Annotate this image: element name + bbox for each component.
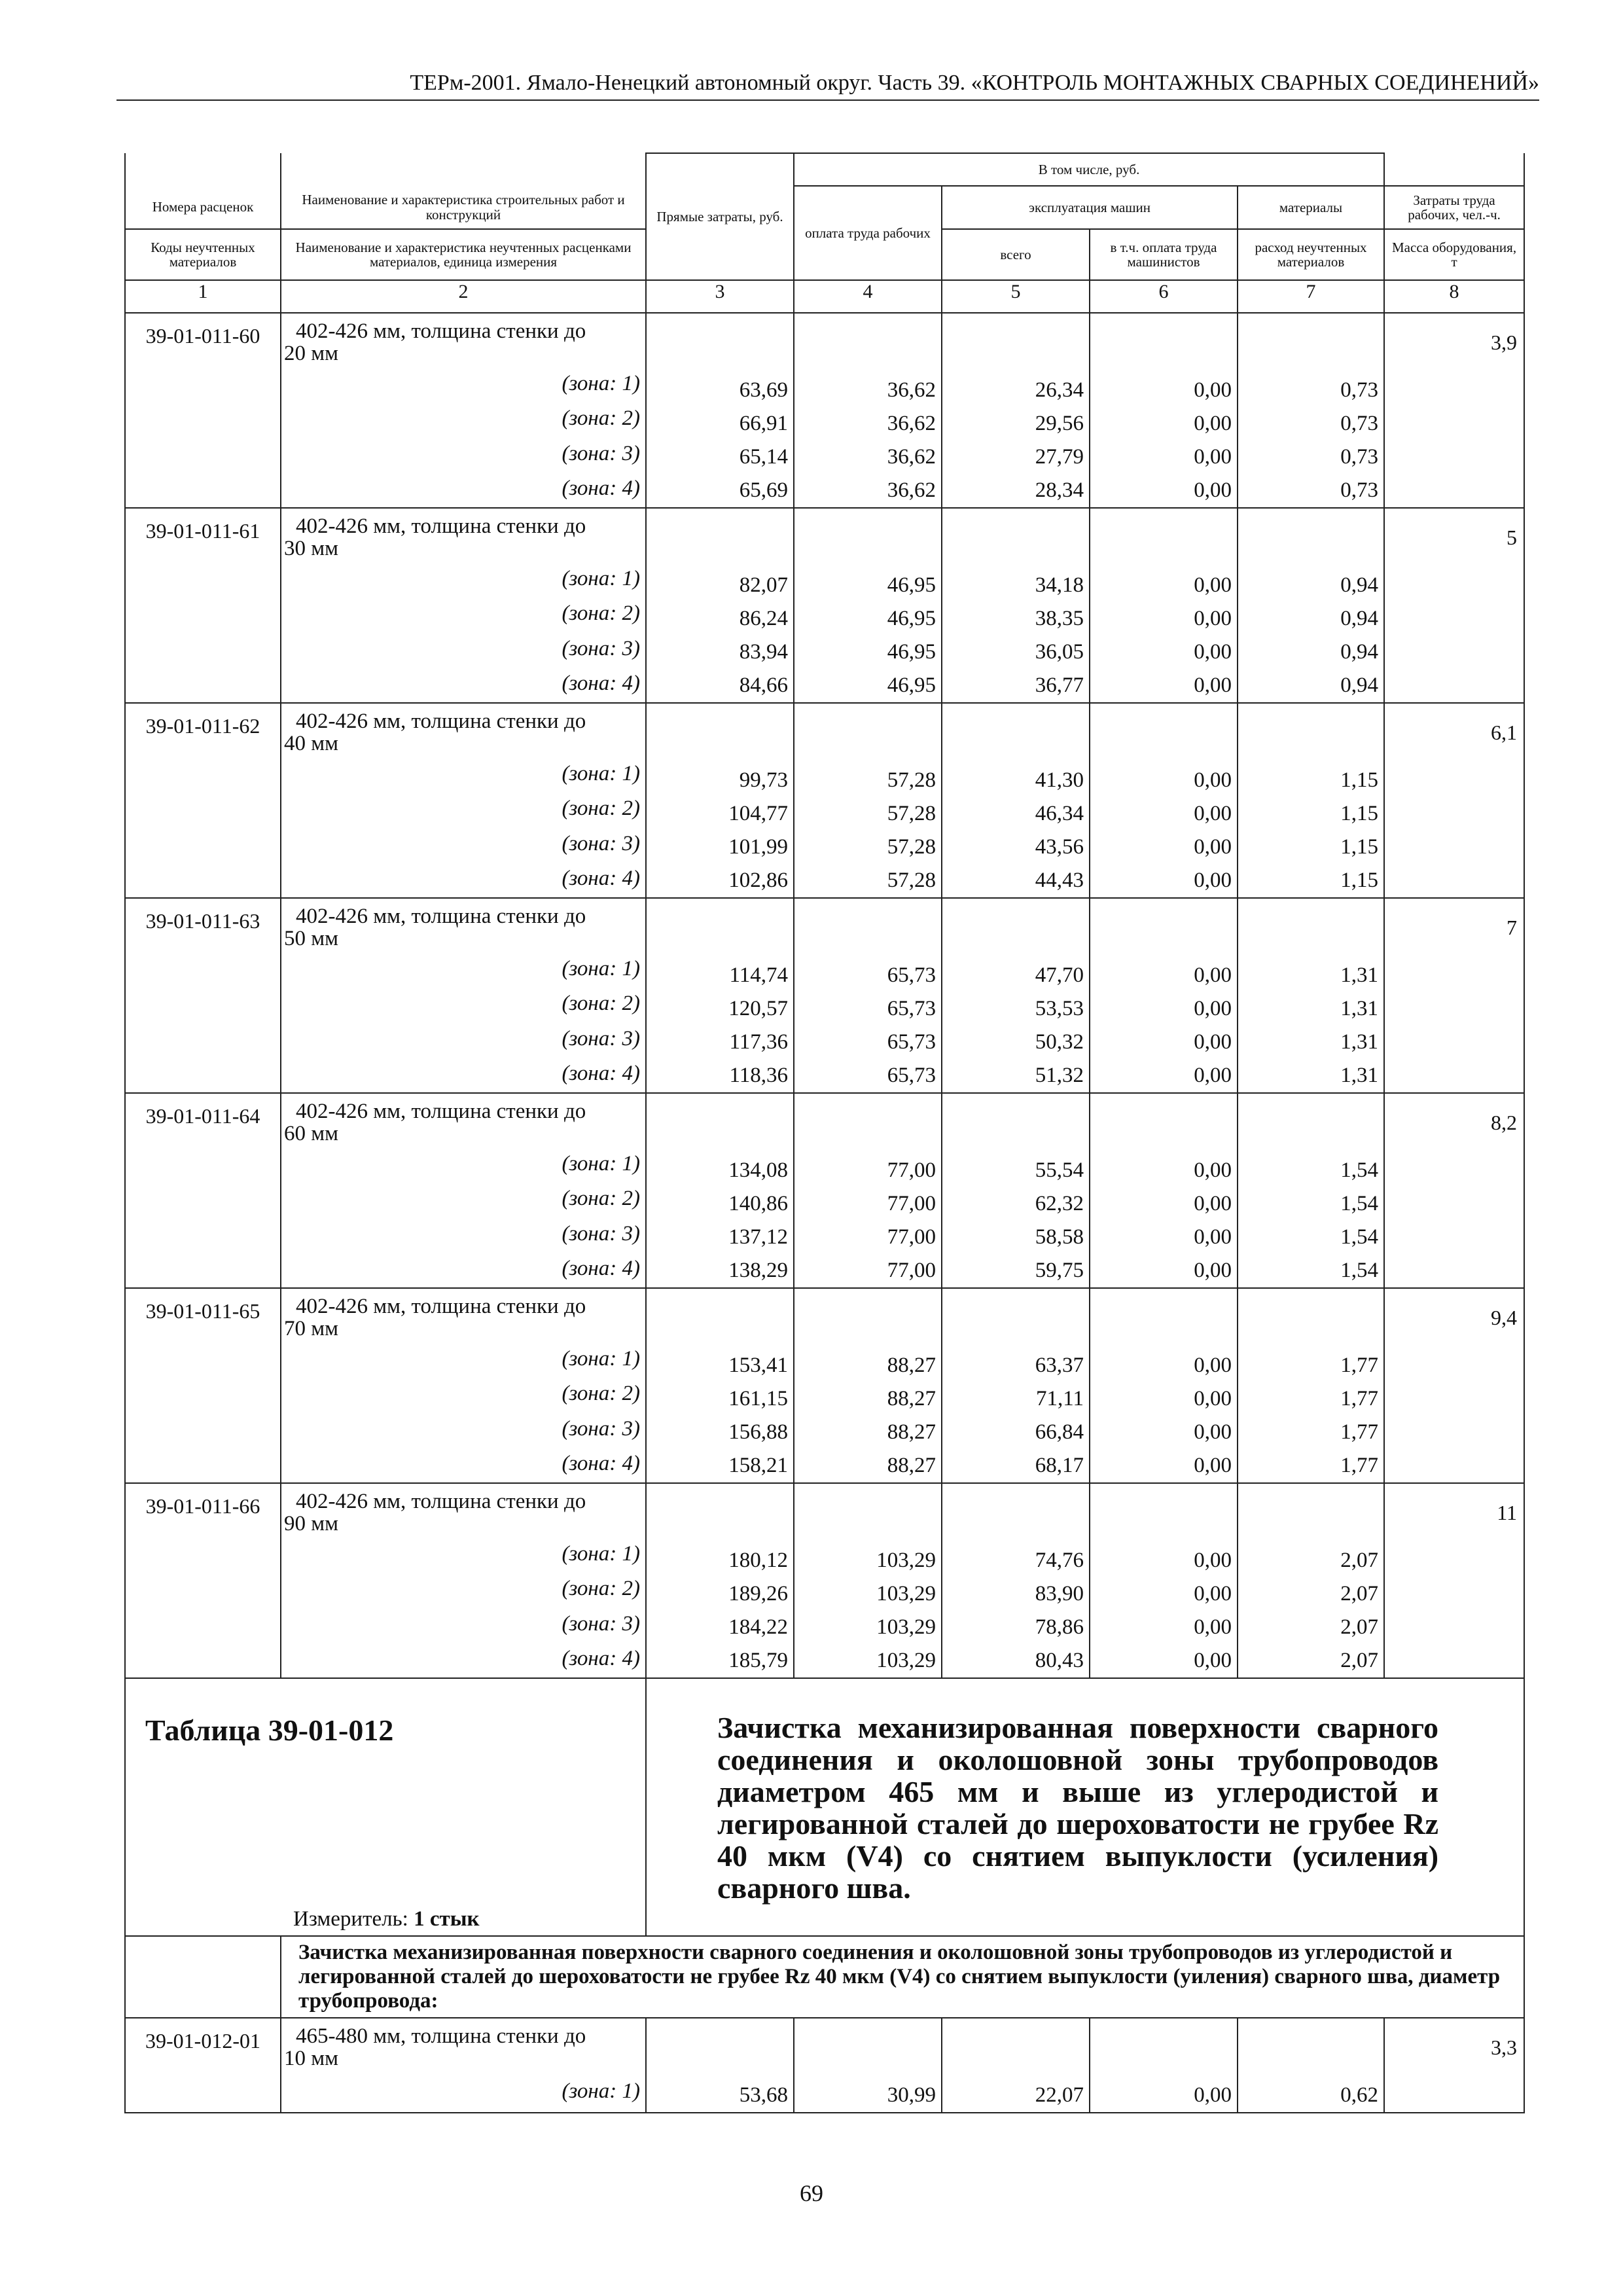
- rate-value: 28,34: [1035, 478, 1084, 502]
- rate-value: 0,00: [1194, 1030, 1232, 1054]
- rate-group-header: [125, 313, 1524, 367]
- rate-value: 46,34: [1035, 802, 1084, 825]
- table-description: Зачистка механизированная поверхности сварного соединения и околошовной зоны трубопроводов диаметром 465 мм и выше из углеродистой и легированной сталей до шероховатости не грубее Rz 40 мкм (V4) со снятием выпуклости (усиления) сварного шва.: [646, 1678, 1524, 1936]
- col-head-materials-name: Наименование и характеристика неучтенных расценками материалов, единица измерения: [281, 229, 646, 280]
- rate-mass: 6,1: [1384, 703, 1524, 898]
- rate-value: 77,00: [887, 1225, 936, 1249]
- rates-table: [124, 152, 1525, 2113]
- rate-code: 39-01-011-63: [125, 898, 281, 1093]
- rate-value: 57,28: [887, 768, 936, 792]
- zone-label: (зона: 3): [281, 1217, 646, 1253]
- rate-group-header: [125, 1288, 1524, 1342]
- section-title: Зачистка механизированная поверхности сварного соединения и околошовной зоны трубопроводов из углеродистой и легированной сталей до шероховатости не грубее Rz 40 мкм (V4) со снятием выпуклости (уиления) сварного шва, диаметр трубопровода:: [281, 1936, 1524, 2018]
- zone-label: (зона: 1): [281, 562, 646, 598]
- rate-value: 65,73: [887, 997, 936, 1020]
- rate-value: 65,73: [887, 1030, 936, 1054]
- rate-value: 0,00: [1194, 2083, 1232, 2107]
- rate-value: 0,73: [1340, 445, 1379, 469]
- rate-value: 36,05: [1035, 640, 1084, 664]
- rate-value: 0,00: [1194, 1615, 1232, 1639]
- rate-value: 77,00: [887, 1259, 936, 1282]
- col-head-3: Прямые затраты, руб.: [646, 153, 794, 280]
- rate-value: 77,00: [887, 1158, 936, 1182]
- rate-value: 134,08: [728, 1158, 788, 1182]
- rate-value: 0,00: [1194, 1064, 1232, 1087]
- rate-value: 138,29: [728, 1259, 788, 1282]
- rate-value: 0,00: [1194, 607, 1232, 630]
- zone-label: (зона: 1): [281, 1147, 646, 1183]
- rate-value: 2,07: [1340, 1649, 1379, 1672]
- zone-label: (зона: 4): [281, 1447, 646, 1483]
- rate-value: 47,70: [1035, 963, 1084, 987]
- rate-value: 0,00: [1194, 1420, 1232, 1444]
- rate-title-line1: 402-426 мм, толщина стенки до: [296, 905, 586, 928]
- rate-value: 65,14: [739, 445, 788, 469]
- rate-value: 0,00: [1194, 1225, 1232, 1249]
- rate-code: 39-01-011-62: [125, 703, 281, 898]
- rate-value: 118,36: [729, 1064, 788, 1087]
- rate-value: 2,07: [1340, 1582, 1379, 1605]
- rate-code: 39-01-011-66: [125, 1483, 281, 1678]
- rate-value: 53,53: [1035, 997, 1084, 1020]
- rate-title-line2: 70 мм: [284, 1317, 339, 1340]
- zone-label: (зона: 2): [281, 987, 646, 1022]
- rate-value: 36,62: [887, 412, 936, 435]
- rate-mass: 8,2: [1384, 1093, 1524, 1288]
- rate-mass: 9,4: [1384, 1288, 1524, 1483]
- col-head-total: всего: [942, 229, 1090, 280]
- rate-value: 1,77: [1340, 1454, 1379, 1477]
- rate-value: 0,94: [1340, 607, 1379, 630]
- rate-value: 1,77: [1340, 1354, 1379, 1377]
- rate-value: 41,30: [1035, 768, 1084, 792]
- zone-label: (зона: 4): [281, 1642, 646, 1678]
- rate-value: 1,77: [1340, 1420, 1379, 1444]
- rate-value: 1,31: [1340, 1030, 1379, 1054]
- rate-value: 66,84: [1035, 1420, 1084, 1444]
- rate-value: 1,15: [1340, 869, 1379, 892]
- rate-value: 2,07: [1340, 1615, 1379, 1639]
- rate-value: 0,94: [1340, 673, 1379, 697]
- rate-value: 114,74: [729, 963, 788, 987]
- rate-value: 63,69: [739, 378, 788, 402]
- rate-value: 117,36: [729, 1030, 788, 1054]
- rate-value: 120,57: [728, 997, 788, 1020]
- rate-value: 1,31: [1340, 963, 1379, 987]
- rate-value: 65,69: [739, 478, 788, 502]
- rate-value: 140,86: [728, 1192, 788, 1215]
- rate-value: 156,88: [728, 1420, 788, 1444]
- rate-value: 0,00: [1194, 1649, 1232, 1672]
- rate-value: 1,31: [1340, 997, 1379, 1020]
- rate-title-line2: 30 мм: [284, 537, 339, 560]
- rate-value: 1,77: [1340, 1387, 1379, 1410]
- rate-value: 29,56: [1035, 412, 1084, 435]
- rate-title: [281, 703, 646, 757]
- rate-code: 39-01-011-65: [125, 1288, 281, 1483]
- rate-title: [281, 1093, 646, 1147]
- rate-value: 0,00: [1194, 1549, 1232, 1572]
- col-head-incl: В том числе, руб.: [794, 153, 1384, 186]
- rate-value: 88,27: [887, 1354, 936, 1377]
- rate-value: 0,00: [1194, 963, 1232, 987]
- rate-value: 86,24: [739, 607, 788, 630]
- table-title: Таблица 39-01-012: [145, 1713, 394, 1747]
- rate-value: 36,77: [1035, 673, 1084, 697]
- rate-value: 0,00: [1194, 1158, 1232, 1182]
- rate-value: 50,32: [1035, 1030, 1084, 1054]
- rate-title-line1: 402-426 мм, толщина стенки до: [296, 319, 586, 343]
- rate-value: 137,12: [728, 1225, 788, 1249]
- rate-value: 1,31: [1340, 1064, 1379, 1087]
- rate-value: 0,00: [1194, 1454, 1232, 1477]
- rate-value: 2,07: [1340, 1549, 1379, 1572]
- zone-label: (зона: 3): [281, 632, 646, 668]
- zone-label: (зона: 3): [281, 827, 646, 863]
- rate-title-line2: 40 мм: [284, 732, 339, 755]
- rate-value: 103,29: [876, 1582, 936, 1605]
- rate-code: 39-01-011-60: [125, 313, 281, 508]
- rate-value: 99,73: [739, 768, 788, 792]
- rate-value: 82,07: [739, 573, 788, 597]
- table-title-cell: [125, 1678, 646, 1936]
- rate-value: 0,73: [1340, 378, 1379, 402]
- rate-value: 0,00: [1194, 1192, 1232, 1215]
- rate-value: 1,54: [1340, 1225, 1379, 1249]
- rate-value: 1,54: [1340, 1158, 1379, 1182]
- rate-value: 0,00: [1194, 835, 1232, 859]
- col-head-unaccounted: расход неучтенных материалов: [1238, 229, 1384, 280]
- rate-value: 0,62: [1340, 2083, 1379, 2107]
- col-head-codes: Коды неучтенных материалов: [125, 229, 281, 280]
- page-header: ТЕРм-2001. Ямало-Ненецкий автономный округ. Часть 39. «КОНТРОЛЬ МОНТАЖНЫХ СВАРНЫХ СОЕДИНЕНИЙ»: [116, 71, 1539, 101]
- rate-code: 39-01-012-01: [125, 2018, 281, 2113]
- rate-value: 1,54: [1340, 1259, 1379, 1282]
- zone-label: (зона: 1): [281, 1342, 646, 1378]
- rate-code: 39-01-011-61: [125, 508, 281, 703]
- rate-value: 0,00: [1194, 445, 1232, 469]
- zone-label: (зона: 1): [281, 952, 646, 988]
- rate-value: 0,00: [1194, 378, 1232, 402]
- rate-value: 46,95: [887, 573, 936, 597]
- rate-title-line1: 402-426 мм, толщина стенки до: [296, 1295, 586, 1318]
- rate-value: 88,27: [887, 1387, 936, 1410]
- col-head-operators: в т.ч. оплата труда машинистов: [1090, 229, 1238, 280]
- zone-label: (зона: 4): [281, 862, 646, 898]
- rate-value: 83,94: [739, 640, 788, 664]
- rate-value: 1,15: [1340, 835, 1379, 859]
- rate-value: 185,79: [728, 1649, 788, 1672]
- zone-label: (зона: 2): [281, 1182, 646, 1217]
- rate-mass: 11: [1384, 1483, 1524, 1678]
- rate-value: 1,15: [1340, 768, 1379, 792]
- zone-label: (зона: 3): [281, 1412, 646, 1448]
- col-head-materials: материалы: [1238, 186, 1384, 229]
- zone-label: (зона: 1): [281, 757, 646, 793]
- zone-label: (зона: 1): [281, 1537, 646, 1573]
- rate-value: 55,54: [1035, 1158, 1084, 1182]
- rate-title-line1: 402-426 мм, толщина стенки до: [296, 1100, 586, 1123]
- rate-group-header: [125, 898, 1524, 952]
- rate-mass: 7: [1384, 898, 1524, 1093]
- rate-value: 44,43: [1035, 869, 1084, 892]
- rate-value: 103,29: [876, 1615, 936, 1639]
- measure-value: 1 стык: [414, 1907, 480, 1931]
- rate-title-line2: 20 мм: [284, 342, 339, 365]
- zone-label: (зона: 3): [281, 1022, 646, 1058]
- rate-mass: 3,3: [1384, 2018, 1524, 2113]
- col-head-1a: [125, 153, 281, 186]
- rate-value: 0,00: [1194, 802, 1232, 825]
- rate-title-line2: 90 мм: [284, 1512, 339, 1535]
- rate-value: 0,00: [1194, 768, 1232, 792]
- rate-value: 63,37: [1035, 1354, 1084, 1377]
- rate-value: 27,79: [1035, 445, 1084, 469]
- rate-value: 34,18: [1035, 573, 1084, 597]
- rate-title: [281, 508, 646, 562]
- rate-value: 103,29: [876, 1649, 936, 1672]
- col-head-machines: эксплуатация машин: [942, 186, 1238, 229]
- rate-group-header: [125, 2018, 1524, 2075]
- rate-title: [281, 2018, 646, 2075]
- rate-value: 102,86: [728, 869, 788, 892]
- rate-title-line2: 10 мм: [284, 2047, 339, 2070]
- col-head-rate-numbers: Номера расценок: [125, 186, 281, 229]
- zone-label: (зона: 2): [281, 597, 646, 632]
- zone-label: (зона: 4): [281, 1252, 646, 1288]
- rate-value: 74,76: [1035, 1549, 1084, 1572]
- rate-value: 71,11: [1035, 1387, 1084, 1410]
- rate-group-header: [125, 1093, 1524, 1147]
- rate-value: 101,99: [728, 835, 788, 859]
- zone-label: (зона: 2): [281, 1572, 646, 1607]
- rate-value: 0,00: [1194, 1387, 1232, 1410]
- page-number: 69: [800, 2180, 823, 2206]
- rate-value: 51,32: [1035, 1064, 1084, 1087]
- rate-title: [281, 1483, 646, 1537]
- rate-value: 104,77: [728, 802, 788, 825]
- rate-value: 189,26: [728, 1582, 788, 1605]
- rate-value: 103,29: [876, 1549, 936, 1572]
- zone-label: (зона: 2): [281, 1377, 646, 1412]
- rate-value: 58,58: [1035, 1225, 1084, 1249]
- rate-title-line2: 50 мм: [284, 927, 339, 950]
- zone-label: (зона: 4): [281, 1057, 646, 1093]
- rate-value: 0,00: [1194, 1582, 1232, 1605]
- rate-value: 59,75: [1035, 1259, 1084, 1282]
- rate-value: 77,00: [887, 1192, 936, 1215]
- rate-group-header: [125, 1483, 1524, 1537]
- rate-title: [281, 898, 646, 952]
- rate-code: 39-01-011-64: [125, 1093, 281, 1288]
- rate-value: 36,62: [887, 378, 936, 402]
- rate-value: 0,00: [1194, 997, 1232, 1020]
- rate-value: 83,90: [1035, 1582, 1084, 1605]
- measure: Измеритель: 1 стык: [293, 1907, 480, 1931]
- rate-title-line2: 60 мм: [284, 1122, 339, 1145]
- col-head-laborcost: Затраты труда рабочих, чел.-ч.: [1384, 186, 1524, 229]
- rate-mass: 5: [1384, 508, 1524, 703]
- rate-value: 30,99: [887, 2083, 936, 2107]
- rate-value: 0,00: [1194, 478, 1232, 502]
- rate-value: 57,28: [887, 802, 936, 825]
- rate-value: 36,62: [887, 445, 936, 469]
- rate-value: 161,15: [728, 1387, 788, 1410]
- rate-value: 26,34: [1035, 378, 1084, 402]
- zone-label: (зона: 2): [281, 402, 646, 437]
- rate-title-line1: 465-480 мм, толщина стенки до: [296, 2024, 586, 2048]
- rate-value: 0,00: [1194, 573, 1232, 597]
- rate-value: 88,27: [887, 1420, 936, 1444]
- rate-value: 0,94: [1340, 640, 1379, 664]
- rate-value: 1,15: [1340, 802, 1379, 825]
- rate-value: 68,17: [1035, 1454, 1084, 1477]
- rate-mass: 3,9: [1384, 313, 1524, 508]
- rate-title-line1: 402-426 мм, толщина стенки до: [296, 1490, 586, 1513]
- rate-title-line1: 402-426 мм, толщина стенки до: [296, 709, 586, 733]
- rate-value: 0,00: [1194, 673, 1232, 697]
- rate-title: [281, 1288, 646, 1342]
- rate-value: 38,35: [1035, 607, 1084, 630]
- rate-value: 62,32: [1035, 1192, 1084, 1215]
- rate-value: 180,12: [728, 1549, 788, 1572]
- rate-value: 0,00: [1194, 640, 1232, 664]
- rate-value: 57,28: [887, 835, 936, 859]
- rate-value: 153,41: [728, 1354, 788, 1377]
- zone-label: (зона: 4): [281, 667, 646, 703]
- rate-value: 0,00: [1194, 869, 1232, 892]
- col-head-labor: оплата труда рабочих: [794, 186, 942, 280]
- rate-value: 1,54: [1340, 1192, 1379, 1215]
- column-numbers-row: 1 2 3 4 5 6 7 8: [125, 280, 1524, 313]
- rate-title: [281, 313, 646, 367]
- rate-value: 53,68: [739, 2083, 788, 2107]
- rate-value: 65,73: [887, 1064, 936, 1087]
- col-head-work-name: Наименование и характеристика строительных работ и конструкций: [281, 186, 646, 229]
- rate-group-header: [125, 508, 1524, 562]
- rate-value: 36,62: [887, 478, 936, 502]
- rate-value: 66,91: [739, 412, 788, 435]
- zone-label: (зона: 4): [281, 472, 646, 508]
- rate-value: 88,27: [887, 1454, 936, 1477]
- rate-value: 46,95: [887, 607, 936, 630]
- rate-value: 0,00: [1194, 1259, 1232, 1282]
- rate-value: 46,95: [887, 673, 936, 697]
- rate-value: 0,00: [1194, 1354, 1232, 1377]
- rate-value: 22,07: [1035, 2083, 1084, 2107]
- zone-label: (зона: 3): [281, 437, 646, 473]
- rate-value: 84,66: [739, 673, 788, 697]
- rate-value: 65,73: [887, 963, 936, 987]
- zone-label: (зона: 2): [281, 792, 646, 827]
- rate-title-line1: 402-426 мм, толщина стенки до: [296, 514, 586, 538]
- rate-value: 43,56: [1035, 835, 1084, 859]
- zone-label: (зона: 1): [281, 367, 646, 403]
- rate-value: 0,00: [1194, 412, 1232, 435]
- rate-value: 78,86: [1035, 1615, 1084, 1639]
- rate-value: 0,73: [1340, 412, 1379, 435]
- rate-group-header: [125, 703, 1524, 757]
- rate-value: 80,43: [1035, 1649, 1084, 1672]
- rate-value: 0,94: [1340, 573, 1379, 597]
- col-head-mass: Масса оборудования, т: [1384, 229, 1524, 280]
- rate-value: 0,73: [1340, 478, 1379, 502]
- zone-label: (зона: 1): [281, 2075, 646, 2113]
- rate-value: 184,22: [728, 1615, 788, 1639]
- rate-value: 46,95: [887, 640, 936, 664]
- rate-value: 158,21: [728, 1454, 788, 1477]
- zone-label: (зона: 3): [281, 1607, 646, 1643]
- rate-value: 57,28: [887, 869, 936, 892]
